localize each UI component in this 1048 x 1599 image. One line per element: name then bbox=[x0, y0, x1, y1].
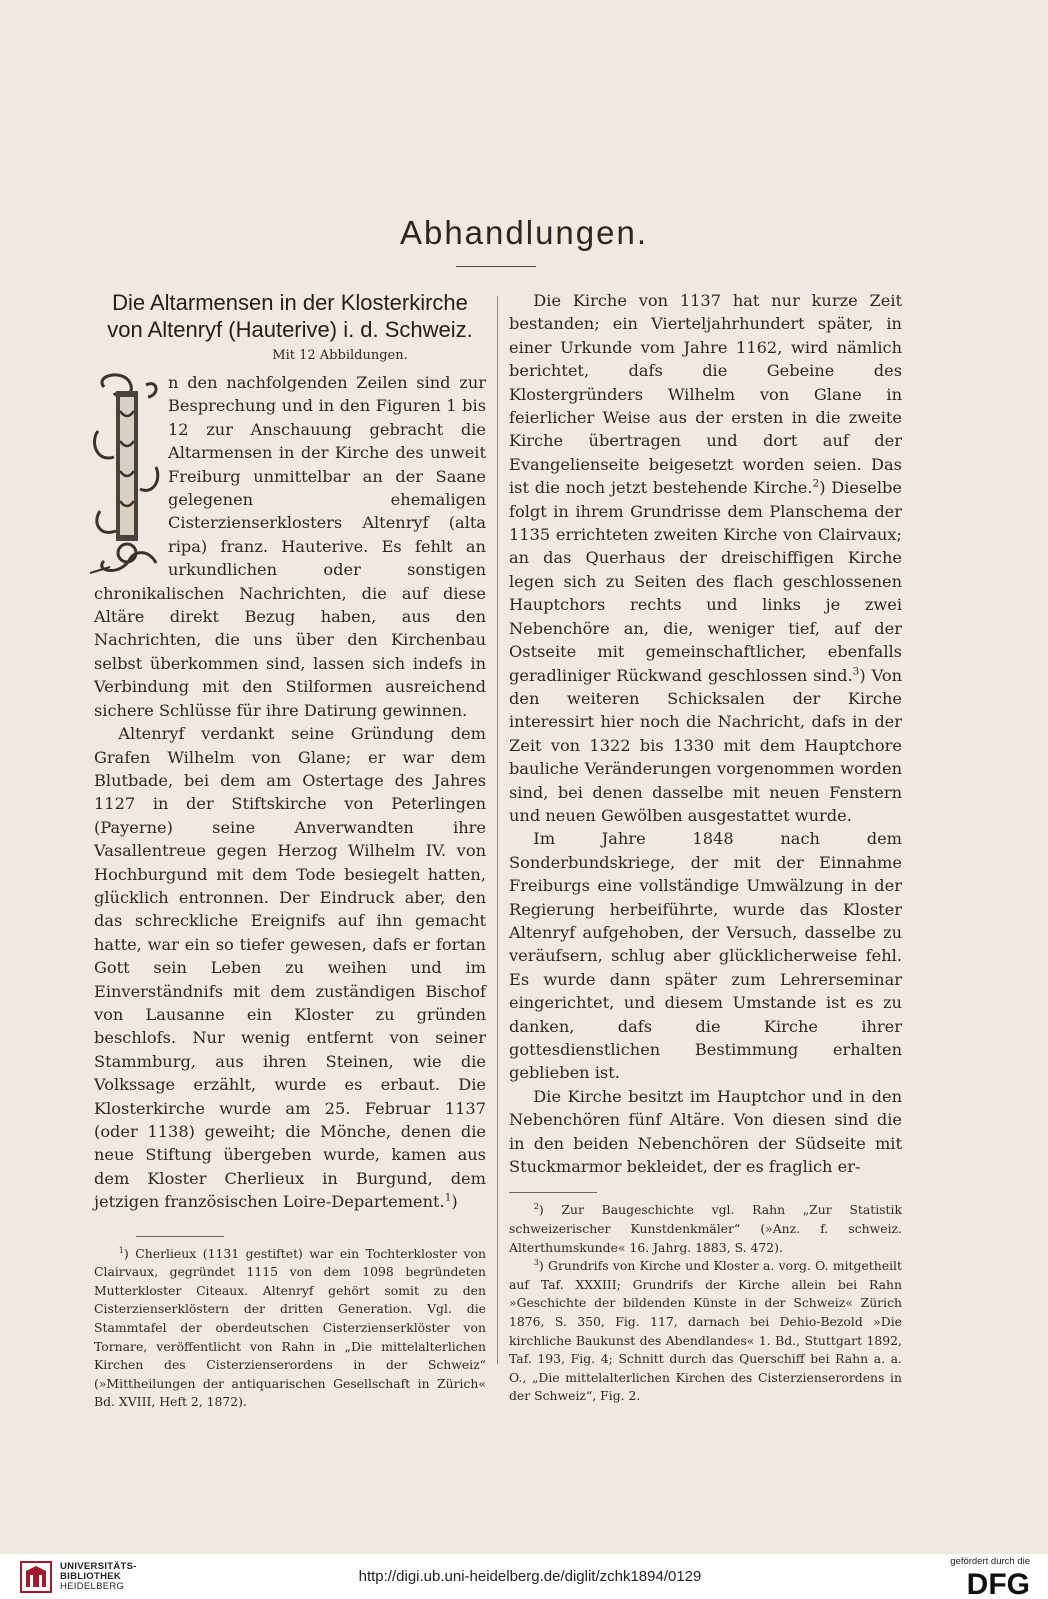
footnote-mark-1: 1 bbox=[118, 1245, 124, 1255]
library-line-1: UNIVERSITÄTS- bbox=[60, 1561, 137, 1572]
permalink-url[interactable]: http://digi.ub.uni-heidelberg.de/diglit/zchk1894/0129 bbox=[358, 1568, 702, 1585]
section-heading: Abhandlungen. bbox=[399, 214, 649, 251]
dfg-logo-text: DFG bbox=[966, 1570, 1030, 1596]
footnote-2-text: Zur Baugeschichte vgl. Rahn „Zur Statistik schweizerischer Kunstdenkmäler“ (»Anz. f. schweiz. Alterthumskunde« 16. Jahrg. 1883, S. 472). bbox=[509, 1202, 902, 1255]
left-paragraph-2: Altenryf verdankt seine Gründung dem Grafen Wilhelm von Glane; er war dem Blutbade, bei dem am Ostertage des Jahres 1127 in der Stiftskirche von Peterlingen (Payerne) seine Anverwandten ihre Vasallentreue gegen Herzog Wilhelm IV. von Hochburgund mit dem Tode besiegelt hatten, glücklich entronnen. Der Eindruck aber, den das schreckliche Ereignifs auf ihn gemacht hatte, war ein so tiefer gewesen, dafs er fortan Gott sein Leben zu weihen und im Einverständnifs mit dem zuständigen Bischof von Lausanne ein Kloster zu gründen beschlofs. Nur wenig entfernt von seiner Stammburg, aus ihren Steinen, wie die Volkssage erzählt, wurde es erbaut. Die Klosterkirche wurde am 25. Februar 1137 (oder 1138) geweiht; die Mönche, denen die neue Stiftung übergeben wurde, kamen aus dem Kloster Cherlieux in Burgund, dem jetzigen französischen Loire-Departement.$^1$) bbox=[94, 724, 486, 1212]
right-column bbox=[509, 289, 902, 1406]
footnote-1-text: Cherlieux (1131 gestiftet) war ein Tochterkloster von Clairvaux, gegründet 1115 von dem 1098 begründeten Mutterkloster Citeaux. Altenryf gehört somit zu den Cisterzienserklöstern der dritten Generation. Vgl. die Stammtafel der oberdeutschen Cisterzienserklöster von Tornare, veröffentlicht von Rahn in „Die mittelalterlichen Kirchen des Cisterzienserordens in der Schweiz“ (»Mittheilungen der antiquarischen Gesellschaft in Zürich« Bd. XVIII, Heft 2, 1872). bbox=[94, 1245, 487, 1410]
footnote-rule-left bbox=[136, 1236, 224, 1237]
right-paragraph-1-text-c: Von den weiteren Schicksalen der Kirche interessirt hier noch die Nachricht, dafs in der Zeit von 1322 bis 1330 mit dem Hauptchore bauliche Veränderungen vorgenommen worden sind, bei denen dasselbe mit neuen Fenstern und neuen Gewölben ausgestattet wurde. bbox=[509, 665, 902, 825]
note-ref-2: 2 bbox=[812, 477, 820, 490]
footnote-rule-right bbox=[509, 1192, 597, 1193]
note-ref-3: 3 bbox=[852, 665, 860, 678]
sponsor-caption: gefördert durch die bbox=[950, 1556, 1030, 1567]
right-footnotes bbox=[509, 1201, 902, 1406]
left-paragraph-1: n den nachfolgenden Zeilen sind zur Besprechung und in den Figuren 1 bis 12 zur Anschauung gebracht die Altarmensen in der Kirche des unweit Freiburg unmittelbar an der Saane gelegenen ehemaligen Cisterzienserklosters Altenryf (alta ripa) franz. Hauterive. Es fehlt an urkundlichen oder sonstigen chronikalischen Nachrichten, die auf diese Altäre direkt Bezug haben, aus den Nachrichten, die uns über den Kirchenbau selbst überkommen sind, lassen sich indefs in Verbindung mit den Stilformen ausreichend sichere Schlüsse für ihre Datirung gewinnen. bbox=[94, 373, 486, 720]
note-ref-1: 1 bbox=[444, 1191, 452, 1204]
article-subtitle: Mit 12 Abbildungen. bbox=[272, 348, 408, 363]
heading-rule bbox=[456, 266, 536, 267]
dfg-logo-icon bbox=[920, 1570, 1030, 1596]
footnote-mark-2: 2 bbox=[533, 1202, 539, 1212]
left-body bbox=[94, 371, 486, 1214]
right-paragraph-3: Die Kirche besitzt im Hauptchor und in den Nebenchören fünf Altäre. Von diesen sind die in den beiden Nebenchören der Südseite mit Stuckmarmor bekleidet, der es fraglich er- bbox=[509, 1086, 902, 1177]
library-name bbox=[60, 1562, 137, 1592]
library-line-2: BIBLIOTHEK bbox=[60, 1571, 122, 1582]
right-paragraph-1: Die Kirche von 1137 hat nur kurze Zeit bestanden; ein Vierteljahrhundert später, in einer Urkunde vom Jahre 1162, wird nämlich berichtet, dafs die Gebeine des Klostergründers Wilhelm von Glane in feierlicher Weise aus der ersten in die zweite Kirche übertragen und dort auf der Evangelienseite beigesetzt worden seien. Das ist die noch jetzt bestehende Kirche.$^2$) Dieselbe folgt in ihrem Grundrisse dem Planschema der 1135 errichteten zweiten Kirche von Clairvaux; an das Querhaus der dreischiffigen Kirche legen sich zu Seiten des flach geschlossenen Hauptchors rechts und links je zwei Nebenchöre an, die, weniger tief, auf der Ostseite mit gemeinschaftlicher, ebenfalls geradliniger Rückwand geschlossen sind.$^3$) Von den weiteren Schicksalen der Kirche interessirt hier noch die Nachricht, dafs in der Zeit von 1322 bis 1330 mit dem Hauptchore bauliche Veränderungen vorgenommen worden sind, bei denen dasselbe mit neuen Fenstern und neuen Gewölben ausgestattet wurde. bbox=[509, 291, 902, 825]
library-line-3: HEIDELBERG bbox=[60, 1581, 125, 1592]
footnote-mark-3: 3 bbox=[533, 1258, 539, 1268]
article-title bbox=[94, 289, 486, 343]
university-library-logo-icon bbox=[20, 1561, 52, 1593]
right-body bbox=[509, 289, 902, 1178]
ornamental-initial-i-icon bbox=[90, 371, 162, 577]
right-paragraph-1-text-b: Dieselbe folgt in ihrem Grundrisse dem Planschema der 1135 errichteten zweiten Kirche von Clairvaux; an das Querhaus der dreischiffigen Kirche legen sich zu Seiten des flach geschlossenen Hauptchors rechts und links je zwei Nebenchöre an, die, weniger tief, auf der Ostseite mit gemeinschaftlicher, ebenfalls geradliniger Rückwand geschlossen sind. bbox=[509, 478, 902, 685]
footnote-3-text: Grundrifs von Kirche und Kloster a. vorg. O. mitgetheilt auf Taf. XXXIII; Grundrifs der Kirche allein bei Rahn »Geschichte der bildenden Künste in der Schweiz« Zürich 1876, S. 350, Fig. 117, darnach bei Dehio-Bezold »Die kirchliche Baukunst des Abendlandes« 1. Bd., Stuttgart 1892, Taf. 193, Fig. 4; Schnitt durch das Querschiff bei Rahn a. a. O., „Die mittelalterlichen Kirchen des Cisterzienserordens in der Schweiz“, Fig. 2. bbox=[509, 1258, 902, 1404]
footnote-2: $^2$) Zur Baugeschichte vgl. Rahn „Zur Statistik schweizerischer Kunstdenkmäler“ (»Anz. f. schweiz. Alterthumskunde« 16. Jahrg. 1883, S. 472). bbox=[509, 1202, 902, 1255]
left-paragraph-2-text: Altenryf verdankt seine Gründung dem Grafen Wilhelm von Glane; er war dem Blutbade, bei dem am Ostertage des Jahres 1127 in der Stiftskirche von Peterlingen (Payerne) seine Anverwandten ihre Vasallentreue gegen Herzog Wilhelm IV. von Hochburgund mit dem Tode besiegelt hatten, glücklich entronnen. Der Eindruck aber, den das schreckliche Ereignifs auf ihn gemacht hatte, war ein so tiefer gewesen, dafs er fortan Gott sein Leben zu weihen und im Einverständnifs mit dem zuständigen Bischof von Lausanne ein Kloster zu gründen beschlofs. Nur wenig entfernt von seiner Stammburg, aus ihren Steinen, wie die Volkssage erzählt, wurde es erbaut. Die Klosterkirche wurde am 25. Februar 1137 (oder 1138) geweiht; die Mönche, denen die neue Stiftung übergeben wurde, kamen aus dem Kloster Cherlieux in Burgund, dem jetzigen französischen Loire-Departement. bbox=[94, 724, 486, 1212]
left-footnotes bbox=[94, 1245, 486, 1412]
footnote-3: $^3$) Grundrifs von Kirche und Kloster a. vorg. O. mitgetheilt auf Taf. XXXIII; Grundrifs der Kirche allein bei Rahn »Geschichte der bildenden Künste in der Schweiz« Zürich 1876, S. 350, Fig. 117, darnach bei Dehio-Bezold »Die kirchliche Baukunst des Abendlandes« 1. Bd., Stuttgart 1892, Taf. 193, Fig. 4; Schnitt durch das Querschiff bei Rahn a. a. O., „Die mittelalterlichen Kirchen des Cisterzienserordens in der Schweiz“, Fig. 2. bbox=[509, 1258, 902, 1404]
right-paragraph-1-text-a: Die Kirche von 1137 hat nur kurze Zeit bestanden; ein Vierteljahrhundert später, in einer Urkunde vom Jahre 1162, wird nämlich berichtet, dafs die Gebeine des Klostergründers Wilhelm von Glane in feierlicher Weise aus der ersten in die zweite Kirche übertragen und dort auf der Evangelienseite beigesetzt worden seien. Das ist die noch jetzt bestehende Kirche. bbox=[509, 291, 902, 498]
left-column bbox=[94, 289, 486, 1412]
title-line-1: Die Altarmensen in der Klosterkirche bbox=[112, 290, 468, 315]
right-paragraph-2: Im Jahre 1848 nach dem Sonderbundskriege, der mit der Einnahme Freiburgs eine vollständige Umwälzung in der Regierung herbeiführte, wurde das Kloster Altenryf aufgehoben, der Versuch, dasselbe zu veräufsern, schlug aber glücklicherweise fehl. Es wurde dann später zum Lehrerseminar eingerichtet, und diesem Umstande ist es zu danken, dafs die Kirche ihrer gottesdienstlichen Bestimmung erhalten geblieben ist. bbox=[509, 829, 902, 1083]
viewer-footer bbox=[0, 1554, 1048, 1599]
column-divider bbox=[497, 296, 498, 1364]
footnote-1: $^1$) Cherlieux (1131 gestiftet) war ein Tochterkloster von Clairvaux, gegründet 1115 von dem 1098 begründeten Mutterkloster Citeaux. Altenryf gehört somit zu den Cisterzienserklöstern der dritten Generation. Vgl. die Stammtafel der oberdeutschen Cisterzienserklöster von Tornare, veröffentlicht von Rahn in „Die mittelalterlichen Kirchen des Cisterzienserordens in der Schweiz“ (»Mittheilungen der antiquarischen Gesellschaft in Zürich« Bd. XVIII, Heft 2, 1872). bbox=[94, 1245, 487, 1410]
title-line-2: von Altenryf (Hauterive) i. d. Schweiz. bbox=[107, 317, 473, 342]
